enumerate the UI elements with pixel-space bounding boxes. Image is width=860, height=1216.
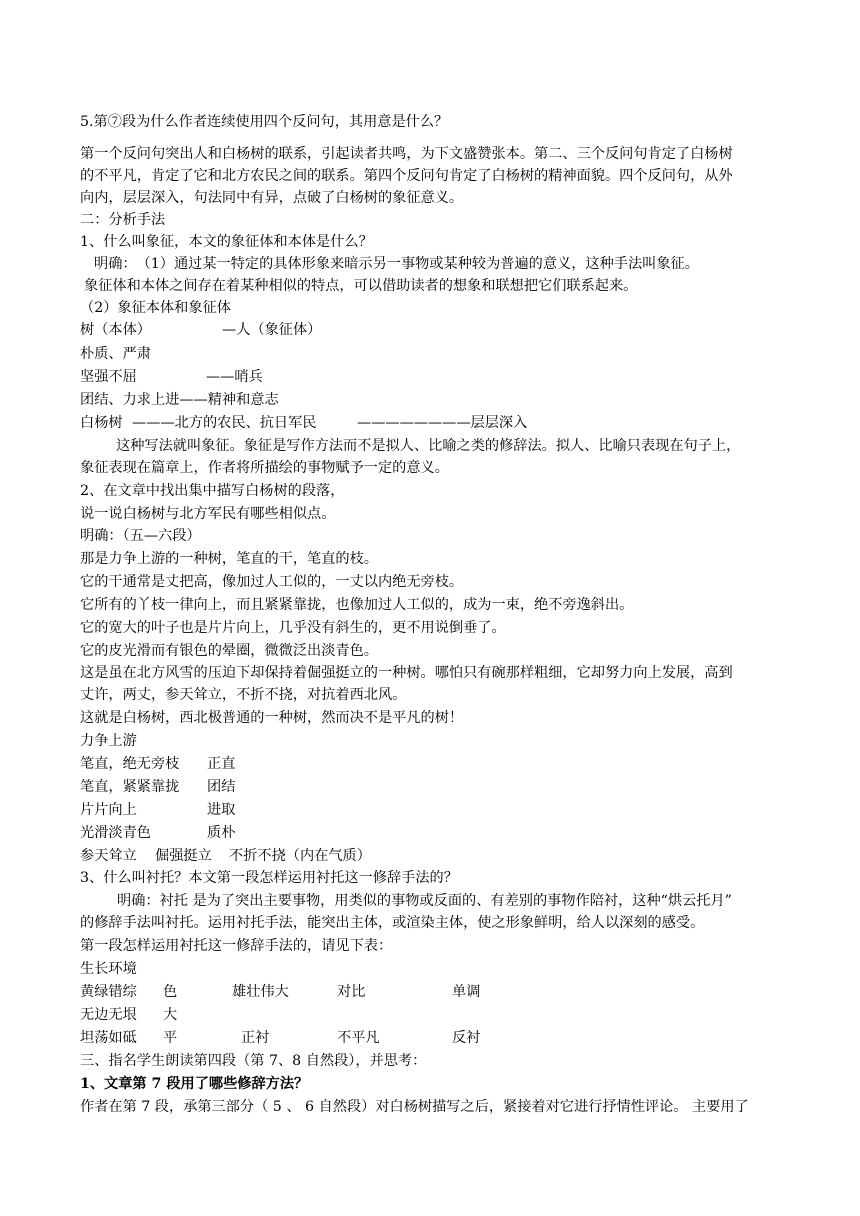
- trait-4-quality: 质朴: [207, 825, 236, 841]
- contrast-r1-c3: 雄壮伟大: [232, 984, 289, 1000]
- trait-3-quality: 进取: [207, 802, 236, 818]
- symbol-row-3-right: ——哨兵: [206, 369, 263, 385]
- contrast-r3-c2: 平: [163, 1030, 178, 1046]
- section-3-question-1: 1、文章第 7 段用了哪些修辞方法？: [80, 1076, 309, 1092]
- trait-1-feature: 笔直，绝无旁枝: [80, 756, 180, 772]
- trait-2-feature: 笔直，紧紧靠拢: [80, 779, 180, 795]
- question-2-line-1: 2、在文章中找出集中描写白杨树的段落，: [80, 483, 345, 499]
- symbol-row-5-right: ————————层层深入: [357, 415, 528, 431]
- symbol-row-1-right: —人（象征体）: [222, 322, 322, 338]
- trait-2-quality: 团结: [207, 779, 236, 795]
- symbol-definition-line-3: （2）象征本体和象征体: [80, 300, 231, 316]
- question-symbol: 1、什么叫象征，本文的象征体和本体是什么？: [80, 234, 373, 250]
- contrast-r3-c4: 不平凡: [337, 1030, 380, 1046]
- trait-5-quality: 倔强挺立: [155, 848, 212, 864]
- symbol-definition-line-2: 象征体和本体之间存在着某种相似的特点，可以借助读者的想象和联想把它们联系起来。: [84, 278, 638, 294]
- quote-line-5: 它的皮光滑而有银色的晕圈，微微泛出淡青色。: [80, 643, 378, 659]
- section-3-heading: 三、指名学生朗读第四段（第 7、8 自然段），并思考：: [80, 1053, 427, 1069]
- answer-5-line-2: 的不平凡，肯定了它和北方农民之间的联系。第四个反问句肯定了白杨树的精神面貌。四个反问句，从外: [80, 168, 733, 184]
- question-2-line-2: 说一说白杨树与北方军民有哪些相似点。: [80, 506, 336, 522]
- contrast-r3-c3: 正衬: [241, 1030, 270, 1046]
- trait-5-inner: 不折不挠（内在气质）: [229, 848, 371, 864]
- question-2-answer: 明确：（五—六段）: [80, 528, 201, 544]
- symbol-row-5-middle: ———北方的农民、抗日军民: [132, 415, 317, 431]
- answer-5-line-1: 第一个反问句突出人和白杨树的联系，引起读者共鸣，为下文盛赞张本。第二、三个反问句肯定了白杨树: [80, 146, 733, 162]
- symbol-row-5-left: 白杨树: [80, 415, 123, 431]
- trait-5-feature: 参天耸立: [80, 848, 137, 864]
- quote-line-9: 力争上游: [80, 733, 137, 749]
- contrast-definition-line-2: 的修辞手法叫衬托。运用衬托手法，能突出主体，或渲染主体，使之形象鲜明，给人以深刻的感受。: [80, 915, 705, 931]
- symbol-row-2: 朴质、严肃: [80, 346, 151, 362]
- symbol-definition-line-1: 明确： （1）通过某一特定的具体形象来暗示另一事物或某种较为普遍的意义，这种手法叫象征。: [94, 256, 699, 272]
- symbol-explain-line-1: 这种写法就叫象征。象征是写作方法而不是拟人、比喻之类的修辞法。拟人、比喻只表现在句子上，: [116, 438, 741, 454]
- trait-1-quality: 正直: [207, 756, 236, 772]
- contrast-r1-c2: 色: [163, 984, 178, 1000]
- quote-line-1: 那是力争上游的一种树，笔直的干，笔直的枝。: [80, 551, 378, 567]
- trait-3-feature: 片片向上: [80, 802, 137, 818]
- contrast-r3-c1: 坦荡如砥: [80, 1030, 137, 1046]
- section-3-answer-1: 作者在第 7 段，承第三部分（ 5 、 6 自然段）对白杨树描写之后，紧接着对它进行抒情性评论。 主要用了: [80, 1099, 749, 1115]
- answer-5-line-3: 向内，层层深入，句法同中有异，点破了白杨树的象征意义。: [80, 190, 464, 206]
- symbol-row-3-left: 坚强不屈: [80, 369, 137, 385]
- contrast-definition-line-3: 第一段怎样运用衬托这一修辞手法的，请见下表：: [80, 938, 393, 954]
- symbol-row-4: 团结、力求上进——精神和意志: [80, 392, 279, 408]
- contrast-definition-line-1: 明确：衬托 是为了突出主要事物，用类似的事物或反面的、有差别的事物作陪衬，这种“烘云托月”: [117, 893, 732, 909]
- contrast-r1-c5: 单调: [452, 984, 481, 1000]
- trait-4-feature: 光滑淡青色: [80, 825, 151, 841]
- contrast-r3-c5: 反衬: [452, 1030, 481, 1046]
- quote-line-6: 这是虽在北方风雪的压迫下却保持着倔强挺立的一种树。哪怕只有碗那样粗细，它却努力向上发展，高到: [80, 665, 733, 681]
- quote-line-8: 这就是白杨树，西北极普通的一种树，然而决不是平凡的树！: [80, 710, 464, 726]
- contrast-table-title: 生长环境: [80, 961, 137, 977]
- symbol-row-1-left: 树（本体）: [80, 322, 151, 338]
- contrast-r2-c1: 无边无垠: [80, 1007, 137, 1023]
- question-5: 5.第⑦段为什么作者连续使用四个反问句，其用意是什么？: [80, 114, 449, 130]
- quote-line-2: 它的干通常是丈把高，像加过人工似的，一丈以内绝无旁枝。: [80, 574, 464, 590]
- quote-line-7: 丈许，两丈，参天耸立，不折不挠，对抗着西北风。: [80, 687, 407, 703]
- contrast-r1-c1: 黄绿错综: [80, 984, 137, 1000]
- section-2-heading: 二：分析手法: [80, 212, 166, 228]
- question-3: 3、什么叫衬托？本文第一段怎样运用衬托这一修辞手法的？: [80, 870, 458, 886]
- quote-line-3: 它所有的丫枝一律向上，而且紧紧靠拢，也像加过人工似的，成为一束，绝不旁逸斜出。: [80, 597, 634, 613]
- quote-line-4: 它的宽大的叶子也是片片向上，几乎没有斜生的，更不用说倒垂了。: [80, 620, 506, 636]
- symbol-explain-line-2: 象征表现在篇章上，作者将所描绘的事物赋予一定的意义。: [80, 460, 449, 476]
- contrast-r1-c4: 对比: [337, 984, 366, 1000]
- contrast-r2-c2: 大: [163, 1007, 178, 1023]
